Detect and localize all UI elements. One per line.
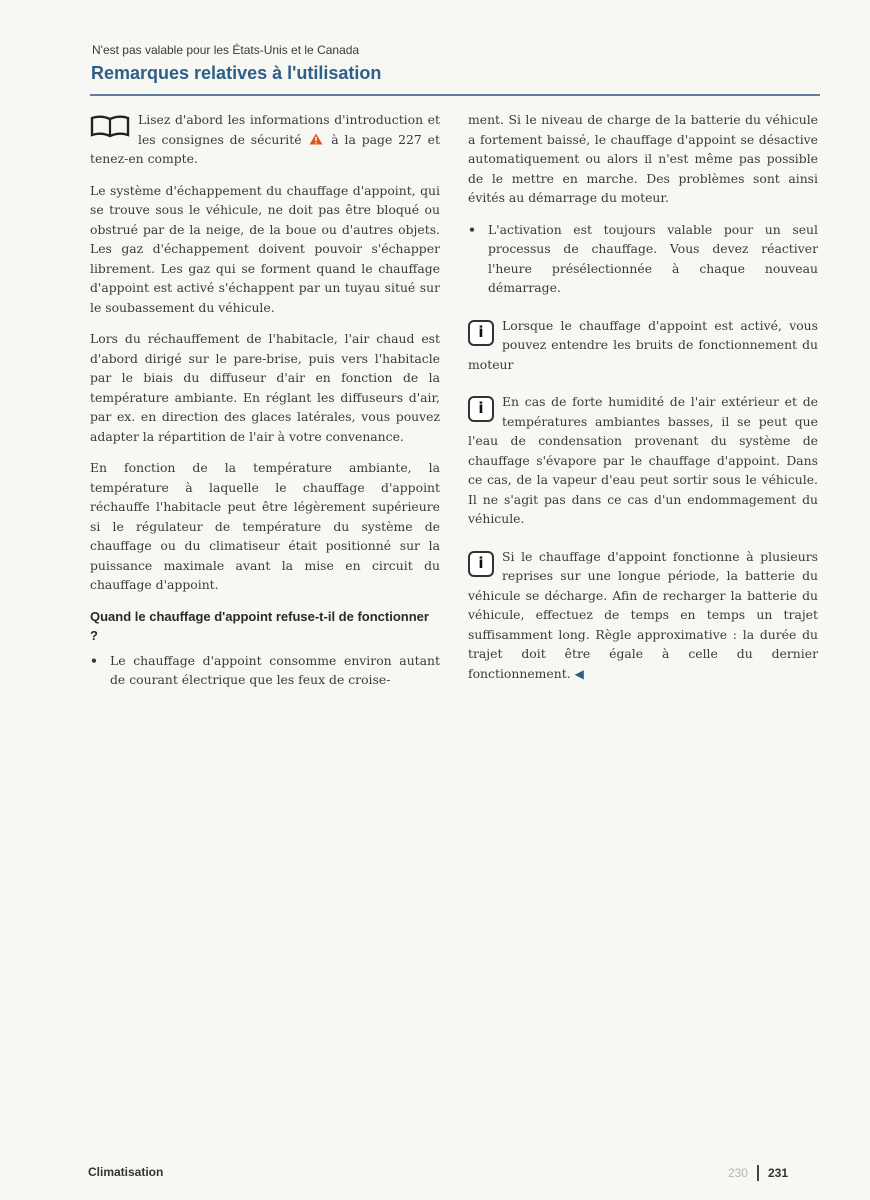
warm-air-paragraph: Lors du réchauffement de l'habitacle, l'air chaud est d'abord dirigé sur le pare-brise, puis vers l'habitacle par le biais du diffuseur d'air en fonction de la température ambiante. En réglant les diffuseurs d'air, par ex. en direction des glaces latérales, vous pouvez adapter la répartition de l'air à votre convenance. <box>90 331 440 444</box>
bullet-text: L'activation est toujours valable pour un seul processus de chauffage. Vous devez réactiver l'heure présélectionnée à chaque nouveau démarrage. <box>488 221 818 295</box>
info-text: En cas de forte humidité de l'air extérieur et de températures ambiantes basses, il se peut que l'eau de condensation provenant du système de chauffage s'évapore par le chauffage d'appoint. Dans ce cas, de la vapeur d'eau peut sortir sous le véhicule. Il ne s'agit pas dans ce cas d'un endommagement du véhicule. <box>468 394 818 526</box>
warning-triangle-icon <box>309 133 323 145</box>
right-column <box>468 110 818 696</box>
bullet-text: Le chauffage d'appoint consomme environ autant de courant électrique que les feux de croise- <box>110 652 440 687</box>
info-icon: i <box>468 396 494 422</box>
footer-section-name: Climatisation <box>88 1165 164 1179</box>
current-page-number: 231 <box>767 1166 788 1180</box>
end-marker-icon: ◀ <box>574 666 584 681</box>
info-icon: i <box>468 320 494 346</box>
intro-paragraph <box>90 110 440 169</box>
validity-note: N'est pas valable pour les États-Unis et le Canada <box>92 43 360 57</box>
bullet-dot-icon: • <box>468 221 476 237</box>
info-note-condensation <box>468 392 818 529</box>
info-text: Lorsque le chauffage d'appoint est activé, vous pouvez entendre les bruits de fonctionnement du moteur <box>468 317 818 372</box>
info-note-noise <box>468 316 818 375</box>
bullet-item <box>90 651 440 690</box>
continued-paragraph: ment. Si le niveau de charge de la batterie du véhicule a fortement baissé, le chauffage d'appoint se désactive automatiquement ou alors il n'est même pas possible de le mettre en marche. Des problèmes sont ainsi évités au démarrage du moteur. <box>468 112 818 205</box>
left-column <box>90 110 440 700</box>
page-separator <box>757 1165 759 1181</box>
previous-page-number: 230 <box>727 1166 748 1180</box>
title-rule <box>90 94 820 96</box>
info-icon: i <box>468 551 494 577</box>
section-title: Remarques relatives à l'utilisation <box>91 63 382 83</box>
subheading-refuse: Quand le chauffage d'appoint refuse-t-il de fonctionner ? <box>90 608 429 643</box>
bullet-item <box>468 220 818 298</box>
intro-text: Lisez d'abord les informations d'introduction et les consignes de sécurité <box>138 112 440 147</box>
temperature-paragraph: En fonction de la température ambiante, la température à laquelle le chauffage d'appoint réchauffe l'habitacle peut être légèrement supérieure si le régulateur de température du système de chauffage ou du climatiseur était positionné sur la puissance maximale avant la mise en circuit du chauffage d'appoint. <box>90 460 440 592</box>
exhaust-paragraph: Le système d'échappement du chauffage d'appoint, qui se trouve sous le véhicule, ne doit pas être bloqué ou obstrué par de la neige, de la boue ou d'autres objets. Les gaz d'échappement doivent pouvoir s'échapper librement. Les gaz qui se forment quand le chauffage d'appoint est activé s'échappent par un tuyau situé sur le soubassement du véhicule. <box>90 182 440 315</box>
book-icon <box>90 114 130 138</box>
intro-page-reference: à la page 227 et tenez-en compte. <box>90 131 440 166</box>
info-note-battery <box>468 547 818 685</box>
page-numbers <box>728 1165 788 1181</box>
bullet-dot-icon: • <box>90 652 98 668</box>
info-text: Si le chauffage d'appoint fonctionne à plusieurs reprises sur une longue période, la batterie du véhicule se décharge. Afin de recharger la batterie du véhicule, effectuez de temps en temps un trajet suffisamment long. Règle approximative : la durée du trajet doit être égale à celle du dernier fonctionnement. <box>468 548 818 681</box>
